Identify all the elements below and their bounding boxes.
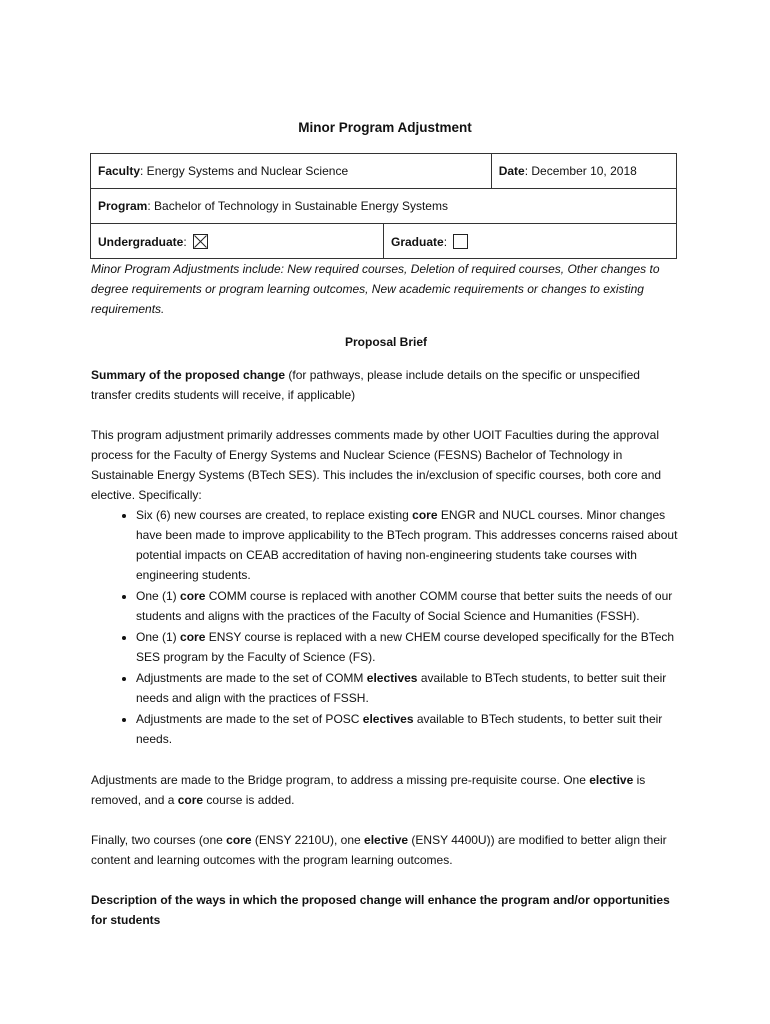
- info-table: [90, 153, 677, 259]
- list-item: • One (1) core COMM course is replaced with another COMM course that better suits the needs of our students and aligns with the practices of the Faculty of Social Science and Humanities (FSSH).: [136, 586, 681, 626]
- date-label: Date: [498, 164, 525, 178]
- faculty-value: : Energy Systems and Nuclear Science: [140, 164, 349, 178]
- undergraduate-colon: :: [183, 234, 187, 249]
- list-item: • Adjustments are made to the set of COMM electives available to BTech students, to better suit their needs and align with the practices of FSSH.: [136, 668, 681, 708]
- faculty-label: Faculty: [98, 164, 141, 178]
- info-row-level: [91, 224, 677, 259]
- intro-paragraph: This program adjustment primarily addresses comments made by other UOIT Faculties during the approval process for the Faculty of Energy Systems and Nuclear Science (FESNS) Bachelor of Technology in Sustainable Energy Systems (BTech SES). This includes the in/exclusion of specific courses, both core and elective. Specifically:: [91, 428, 662, 502]
- document-body: [91, 259, 681, 930]
- program-cell: [91, 189, 677, 224]
- list-item: • Six (6) new courses are created, to replace existing core ENGR and NUCL courses. Minor changes have been made to improve applicability to the BTech program. This addresses concerns raised about potential impacts on CEAB accreditation of having non-engineering students take courses with engineering students.: [136, 505, 681, 585]
- finally-paragraph: Finally, two courses (one core (ENSY 2210U), one elective (ENSY 4400U)) are modified to better align their content and learning outcomes with the program learning outcomes.: [91, 833, 667, 867]
- date-cell: [491, 154, 676, 189]
- program-label: Program: [98, 199, 148, 213]
- undergraduate-label: Undergraduate: [98, 234, 184, 249]
- description-heading: Description of the ways in which the proposed change will enhance the program and/or opportunities for students: [91, 893, 670, 927]
- summary-note: (for pathways, please include details on the specific or unspecified transfer credits students will receive, if applicable): [91, 368, 640, 402]
- list-item: • One (1) core ENSY course is replaced with a new CHEM course developed specifically for the BTech SES program by the Faculty of Science (FS).: [136, 627, 681, 667]
- program-value: : Bachelor of Technology in Sustainable Energy Systems: [147, 199, 448, 213]
- graduate-cell: [384, 224, 677, 259]
- graduate-checkbox[interactable]: [453, 234, 468, 249]
- faculty-cell: [91, 154, 492, 189]
- info-row-program: [91, 189, 677, 224]
- undergraduate-checkbox[interactable]: [193, 234, 208, 249]
- info-row-faculty: [91, 154, 677, 189]
- proposal-brief-heading: Proposal Brief: [344, 335, 428, 349]
- summary-paragraph: [91, 365, 681, 405]
- bridge-paragraph: Adjustments are made to the Bridge program, to address a missing pre-requisite course. One elective is removed, and a core course is added.: [91, 773, 646, 807]
- adjustment-note: Minor Program Adjustments include: New required courses, Deletion of required courses, Other changes to degree requirements or program learning outcomes, New academic requirements or changes to existing requirements.: [91, 262, 660, 316]
- document-title: Minor Program Adjustment: [298, 120, 472, 135]
- summary-heading: Summary of the proposed change: [91, 368, 286, 382]
- graduate-colon: :: [443, 234, 448, 249]
- list-item: • Adjustments are made to the set of POSC electives available to BTech students, to better suit their needs.: [136, 709, 681, 749]
- date-value: : December 10, 2018: [524, 164, 637, 178]
- undergraduate-cell: [91, 224, 384, 259]
- graduate-label: Graduate: [391, 234, 444, 249]
- change-list: [91, 505, 681, 749]
